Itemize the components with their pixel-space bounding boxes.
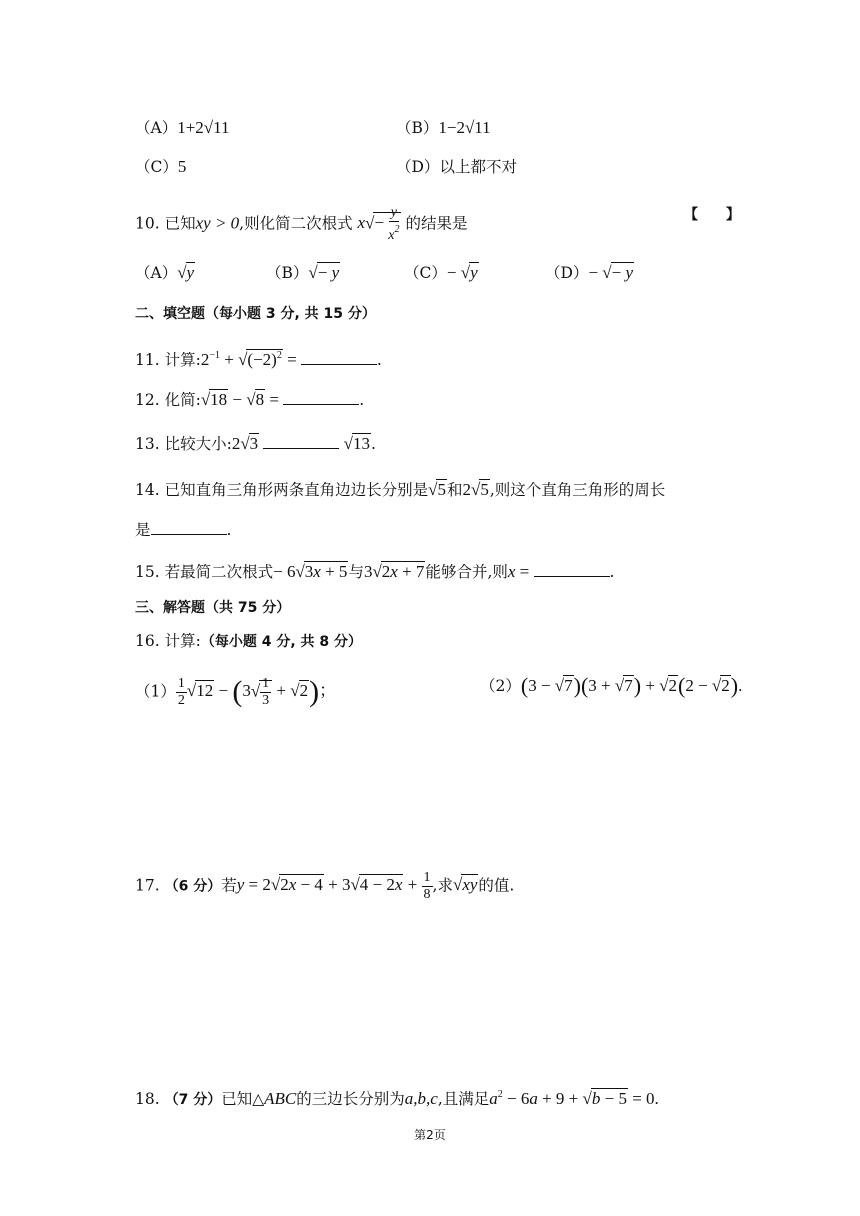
q9-option-c: （C）5: [135, 157, 187, 176]
question-17: 17. （6 分）若y = 2√2x − 4 + 3√4 − 2x + $\frac{1}{8}$ ,求√xy的值.: [135, 870, 515, 902]
section-3-title: 三、解答题（共 75 分）: [135, 600, 291, 616]
question-14: 14. 已知直角三角形两条直角边边长分别是√5和2√5,则这个直角三角形的周长: [135, 480, 666, 499]
q10-option-c: （C）− √y: [404, 263, 478, 282]
question-13: 13. 比较大小:2√3 √13.: [135, 434, 376, 453]
q14-blank[interactable]: [151, 520, 227, 535]
q16-part-1: （1） $\frac{1}{2}$ √12 − (3√ $\frac{1}{3}$ + √2)；: [135, 675, 337, 709]
question-15: 15. 若最简二次根式− 6√3x + 5与3√2x + 7能够合并,则x = .: [135, 562, 615, 581]
q9-option-a-math: 1+2√11: [177, 118, 230, 137]
q9-option-a: （A）1+2√11: [135, 118, 230, 137]
q10-option-a: （A）√y: [135, 263, 195, 282]
section-2-title: 二、填空题（每小题 3 分, 共 15 分）: [135, 306, 376, 322]
question-16: 16. 计算:（每小题 4 分, 共 8 分）: [135, 632, 362, 650]
q13-blank[interactable]: [263, 434, 339, 449]
question-12: 12. 化简:√18 − √8 = .: [135, 390, 365, 409]
q12-blank[interactable]: [283, 390, 359, 405]
q15-blank[interactable]: [534, 562, 610, 577]
question-11: 11. 计算$:2^{-1} + √(-2)^2$ = .: [135, 350, 382, 369]
question-10: 10. 已知xy > 0,则化简二次根式 x√− $\frac{y}{x^2}$ 的结果是: [135, 205, 468, 243]
q10-option-d: （D）− √− y: [545, 263, 634, 282]
question-14-continued: 是 .: [135, 521, 232, 539]
q9-option-b-math: 1−2√11: [438, 118, 491, 137]
q16-part-2: （2）(3 − √7)(3 + √7) + √2(2 − √2).: [480, 673, 743, 698]
q10-option-b: （B）√− y: [266, 263, 340, 282]
q9-option-d: （D）以上都不对: [396, 158, 517, 176]
q11-blank[interactable]: [301, 350, 377, 365]
q9-option-b: （B）1−2√11: [396, 118, 491, 137]
page-number: 第2页: [414, 1128, 446, 1142]
q10-radical: x√− $\frac{y}{x^2}$: [357, 205, 400, 243]
question-18: 18. （7 分）已知△ABC的三边长分别为a,b,c,且满足$a^2 - 6a + 9 + √b - 5 = 0$.: [135, 1089, 659, 1108]
q10-answer-bracket: 【 】: [684, 207, 740, 223]
